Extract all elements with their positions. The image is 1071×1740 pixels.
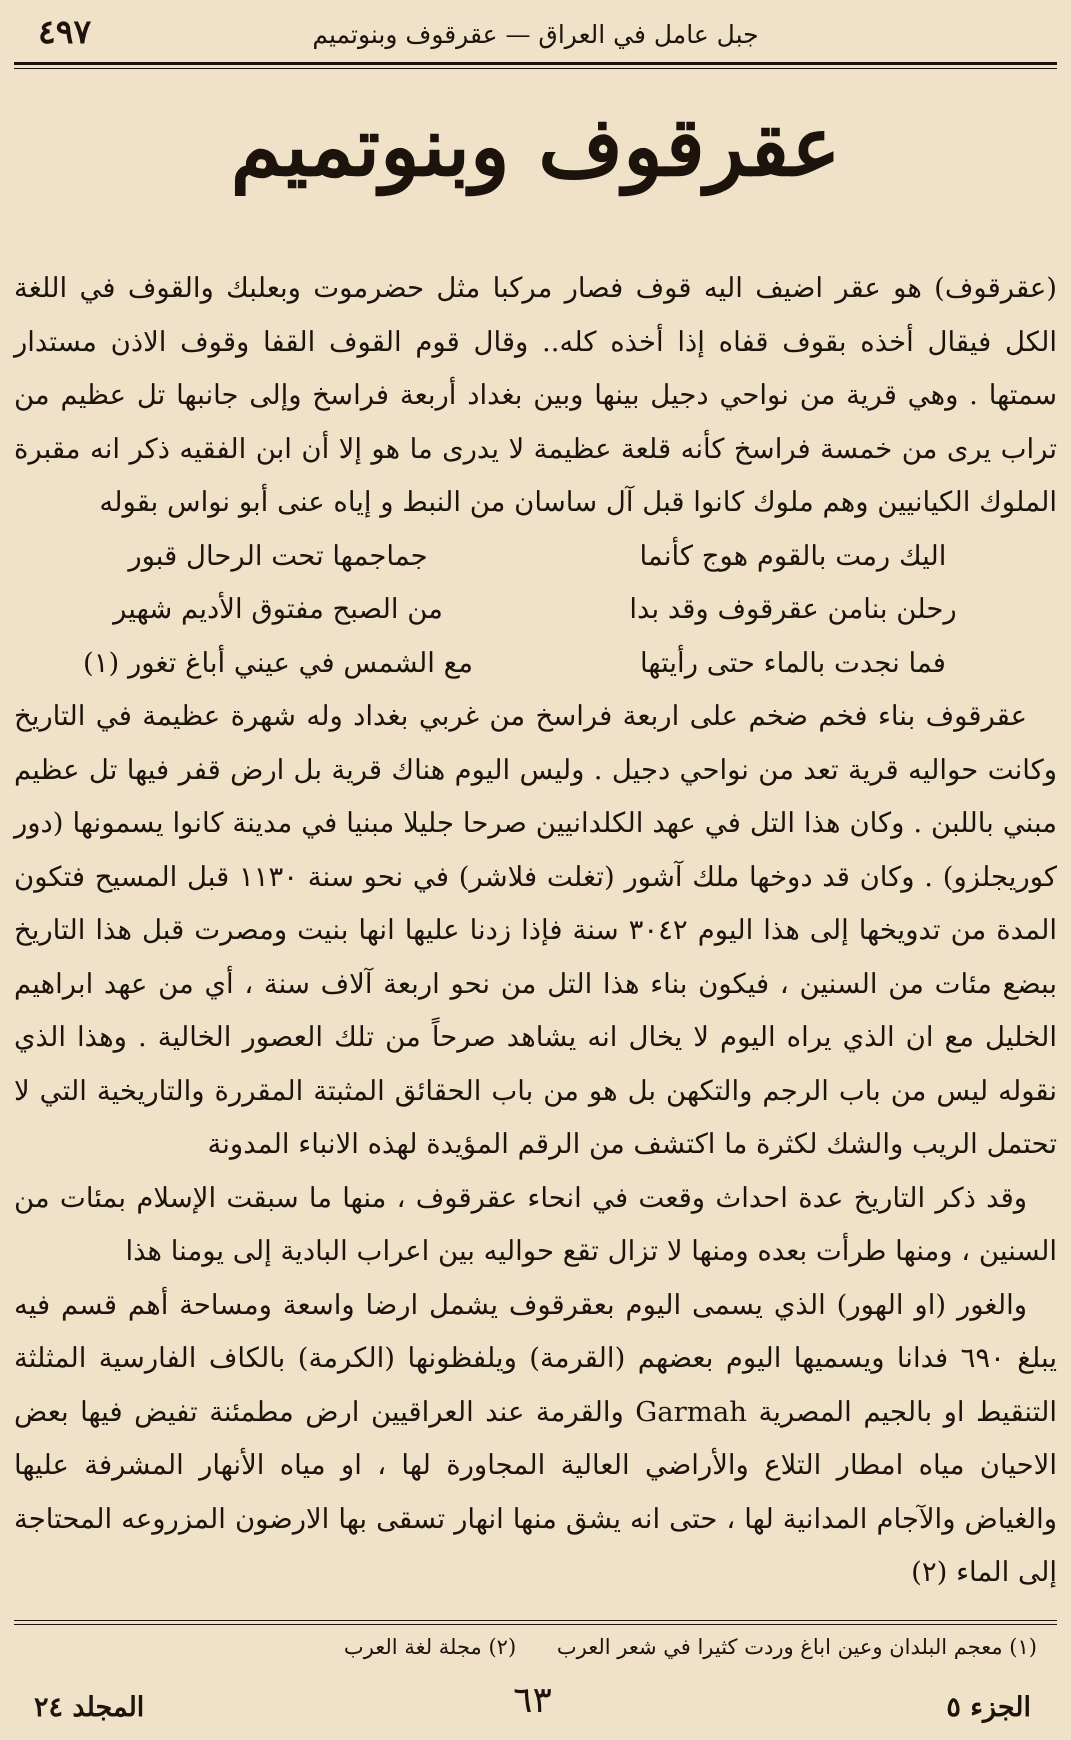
poem-hemistich-first: فما نجدت بالماء حتى رأيتها bbox=[640, 646, 946, 679]
paragraph: والغور (او الهور) الذي يسمى اليوم بعقرقوف يشمل ارضا واسعة ومساحة أهم قسم فيه يبلغ ٦٩٠ فدانا ويسميها اليوم بعضهم (القرمة) ويلفظونها (الكرمة) بالكاف الفارسية المثلثة التنقيط او بالجيم المصرية Garmah والقرمة عند العراقيين ارض مطمئنة تفيض فيها بعض الاحيان مياه امطار التلاع والأراضي العالية المجاورة لها ، او مياه الأنهار المشرفة عليها والغياض والآجام المدانية لها ، حتى انه يشق منها انهار تسقى بها الارضون المزروعه المحتاجة إلى الماء (٢) bbox=[14, 1288, 1057, 1588]
volume-number: المجلد ٢٤ bbox=[34, 1692, 145, 1723]
poem-hemistich-second: من الصبح مفتوق الأديم شهير bbox=[113, 593, 443, 625]
footnotes bbox=[20, 1630, 1037, 1664]
footnote-rule bbox=[14, 1620, 1057, 1621]
poem-hemistich-second: مع الشمس في عيني أباغ تغور (١) bbox=[82, 646, 474, 679]
issue-part: الجزء ٥ bbox=[946, 1692, 1031, 1723]
paragraph: عقرقوف بناء فخم ضخم على اربعة فراسخ من غربي بغداد وله شهرة عظيمة في التاريخ وكانت حواليه قرية تعد من نواحي دجيل . وليس اليوم هناك قرية بل ارض قفر فيها تل عظيم مبني باللبن . وكان هذا التل في عهد الكلدانيين صرحا جليلا مبنيا في مدينة كانوا يسمونها (دور كوريجلزو) . وكان قد دوخها ملك آشور (تغلت فلاشر) في نحو سنة ١١٣٠ قبل المسيح فتكون المدة من تدويخها إلى هذا اليوم ٣٠٤٢ سنة فإذا زدنا عليها انها بنيت ومصرت قبل هذا التاريخ ببضع مئات من السنين ، فيكون بناء هذا التل من نحو اربعة آلاف سنة ، أي من عهد ابراهيم الخليل مع ان الذي يراه اليوم لا يخال انه يشاهد صرحاً من تلك العصور الخالية . وهذا الذي نقوله ليس من باب الرجم والتكهن بل هو من باب الحقائق المثبتة المقررة والتاريخية التي لا تحتمل الريب والشك لكثرة ما اكتشف من الرقم المؤيدة لهذه الانباء المدونة bbox=[14, 700, 1058, 1160]
poem-hemistich-first: رحلن بنامن عقرقوف وقد بدا bbox=[629, 593, 957, 625]
poem-line bbox=[71, 583, 1001, 637]
footnote-1: (١) معجم البلدان وعين اباغ وردت كثيرا في شعر العرب bbox=[556, 1635, 1037, 1659]
poem-line bbox=[71, 530, 1001, 584]
footnote-2: (٢) مجلة لغة العرب bbox=[343, 1635, 517, 1659]
poem-hemistich-second: جماجمها تحت الرحال قبور bbox=[128, 539, 428, 572]
poem bbox=[71, 530, 1001, 691]
page-header bbox=[14, 8, 1057, 58]
folio-number: ٦٣ bbox=[513, 1680, 552, 1721]
article-title: عقرقوف وبنوتميم bbox=[230, 99, 841, 195]
paragraph: وقد ذكر التاريخ عدة احداث وقعت في انحاء عقرقوف ، منها ما سبقت الإسلام بمئات من السنين ، ومنها طرأت بعده ومنها لا تزال تقع حواليه بين اعراب البادية إلى يومنا هذا bbox=[14, 1181, 1057, 1267]
page-number: ٤٩٧ bbox=[38, 12, 92, 51]
page-footer bbox=[34, 1680, 1031, 1730]
header-rule bbox=[14, 62, 1057, 65]
poem-hemistich-first: اليك رمت بالقوم هوج كأنما bbox=[639, 539, 947, 572]
article-body bbox=[14, 262, 1057, 1600]
paragraph: (عقرقوف) هو عقر اضيف اليه قوف فصار مركبا مثل حضرموت وبعلبك والقوف في اللغة الكل فيقال أخذه بقوف قفاه إذا أخذه كله.. وقال قوم القوف القفا وقوف الاذن مستدار سمتها . وهي قرية من نواحي دجيل بينها وبين بغداد أربعة فراسخ وإلى جانبها تل عظيم من تراب يرى من خمسة فراسخ كأنه قلعة عظيمة لا يدرى ما هو إلا أن ابن الفقيه ذكر انه مقبرة الملوك الكيانيين وهم ملوك كانوا قبل آل ساسان من النبط و إياه عنى أبو نواس بقوله bbox=[14, 272, 1057, 518]
running-title: جبل عامل في العراق — عقرقوف وبنوتميم bbox=[312, 20, 759, 49]
poem-line bbox=[71, 637, 1001, 691]
